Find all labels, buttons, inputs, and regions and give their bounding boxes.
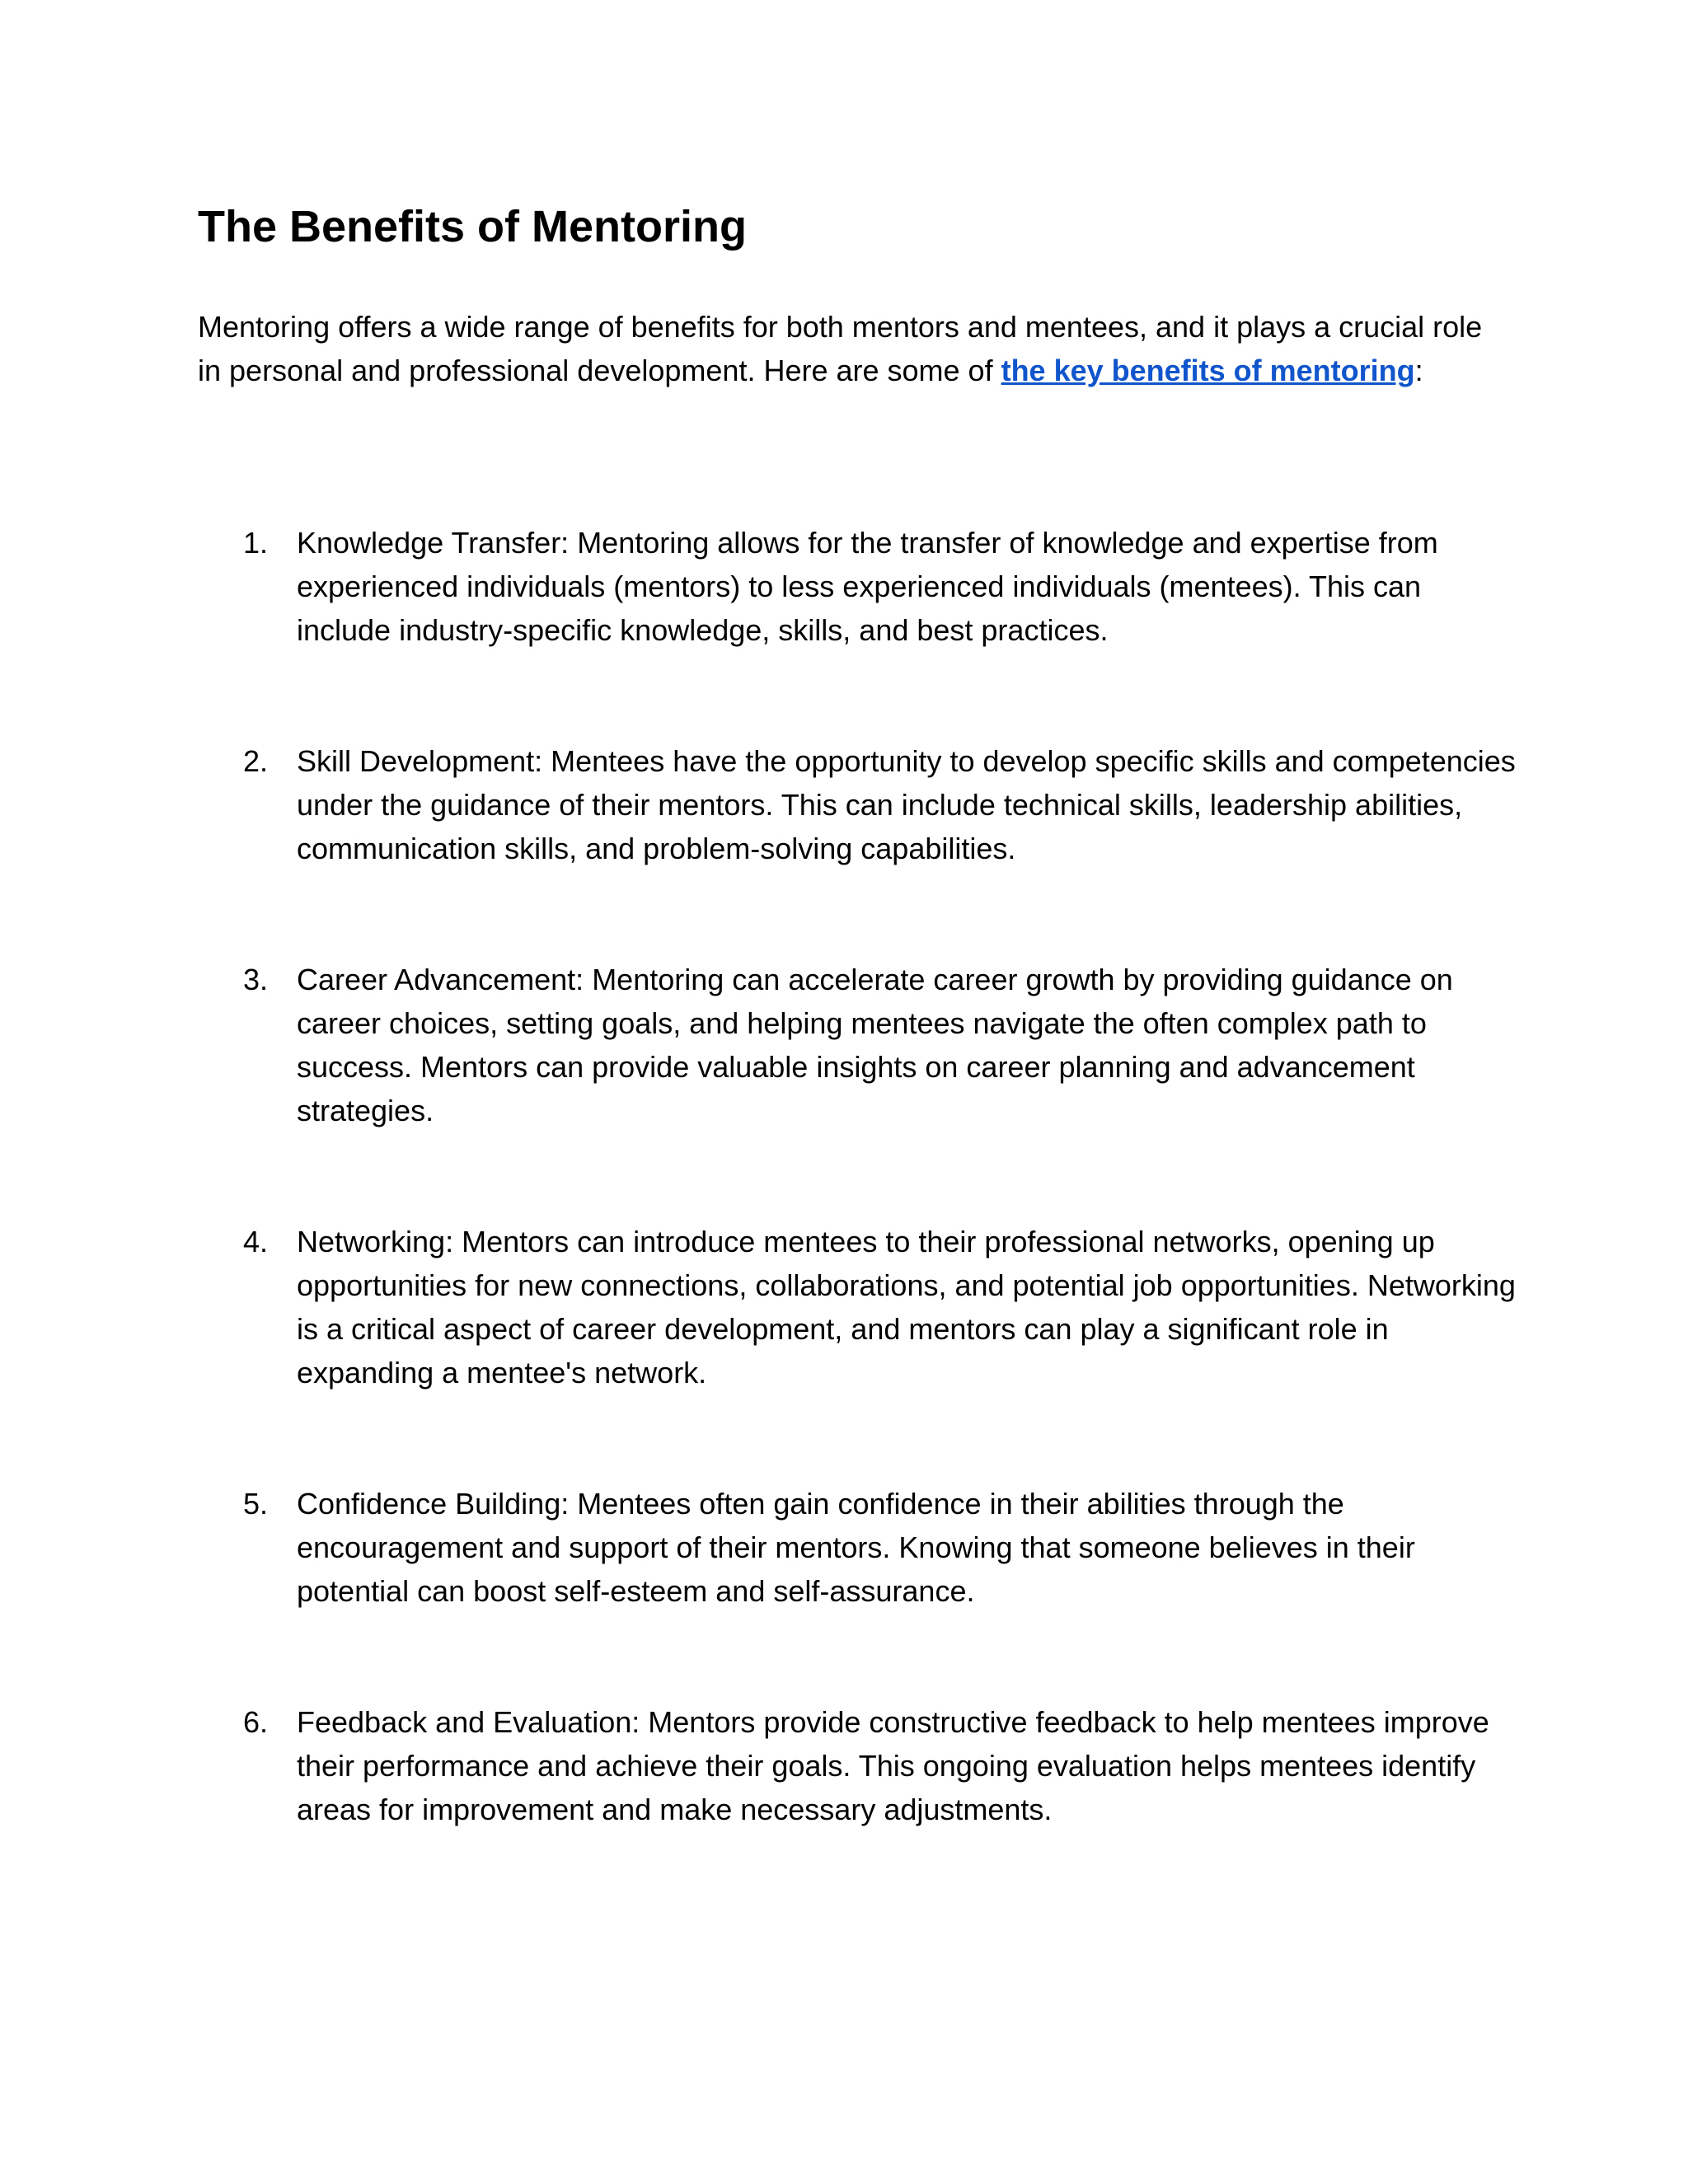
benefit-text: Skill Development: Mentees have the opportunity to develop specific skills and competencies under the guidance of their mentors. This can include technical skills, leadership abilities, communication skills, and problem-solving capabilities. (297, 744, 1516, 865)
benefit-number: 1. (243, 526, 269, 560)
intro-text-end: : (1414, 354, 1423, 387)
benefit-number: 4. (243, 1225, 269, 1258)
benefit-item-5 (198, 1482, 1517, 1613)
intro-text: Mentoring offers a wide range of benefits for both mentors and mentees, and it plays a crucial role in personal and professional development. Here are some of (198, 310, 1483, 387)
benefit-text: Feedback and Evaluation: Mentors provide constructive feedback to help mentees improve their performance and achieve their goals. This ongoing evaluation helps mentees identify areas for improvement and make necessary adjustments. (297, 1705, 1489, 1826)
benefit-number: 5. (243, 1487, 269, 1521)
benefit-item-2 (198, 739, 1517, 870)
page-title: The Benefits of Mentoring (198, 202, 747, 251)
benefits-list (198, 521, 1517, 1831)
key-benefits-link[interactable]: the key benefits of mentoring (1001, 354, 1415, 387)
benefit-text: Career Advancement: Mentoring can accelerate career growth by providing guidance on career choices, setting goals, and helping mentees navigate the often complex path to success. Mentors can provide valuable insights on career planning and advancement strategies. (297, 963, 1453, 1127)
benefit-number: 2. (243, 744, 269, 778)
benefit-item-6 (198, 1700, 1517, 1831)
benefit-item-3 (198, 958, 1517, 1132)
benefit-number: 6. (243, 1705, 269, 1739)
benefit-text: Confidence Building: Mentees often gain confidence in their abilities through the encouragement and support of their mentors. Knowing that someone believes in their potential can boost self-esteem and self-assurance. (297, 1487, 1415, 1608)
benefit-text: Knowledge Transfer: Mentoring allows for the transfer of knowledge and expertise from experienced individuals (mentors) to less experienced individuals (mentees). This can include industry-specific knowledge, skills, and best practices. (297, 526, 1438, 647)
benefit-item-1 (198, 521, 1517, 652)
benefit-text: Networking: Mentors can introduce mentees to their professional networks, opening up opportunities for new connections, collaborations, and potential job opportunities. Networking is a critical aspect of career development, and mentors can play a significant role in expanding a mentee's network. (297, 1225, 1516, 1390)
benefit-item-4 (198, 1220, 1517, 1394)
benefit-number: 3. (243, 963, 269, 996)
intro-paragraph (198, 305, 1500, 392)
